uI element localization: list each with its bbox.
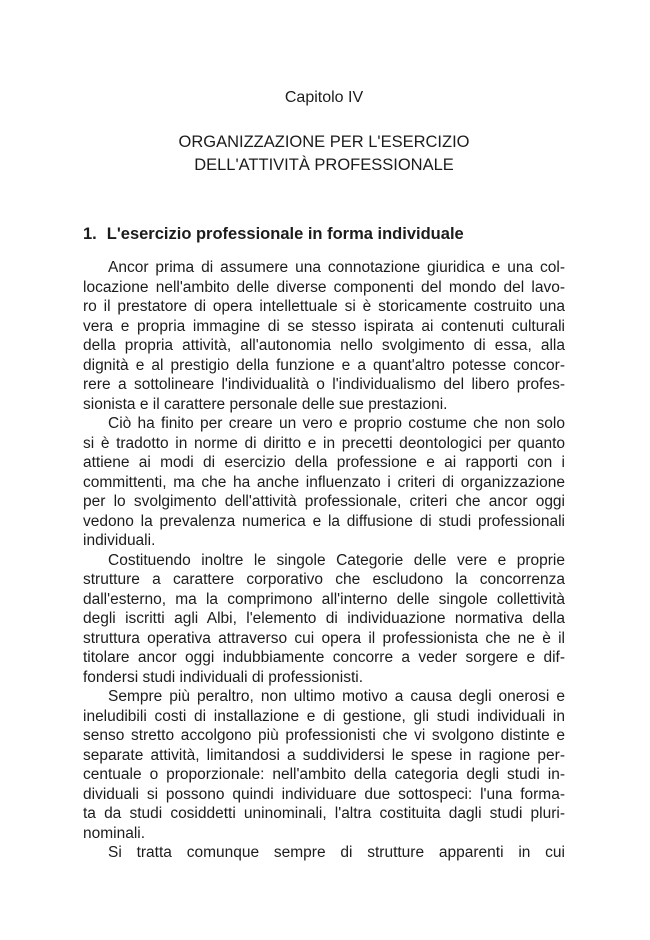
- text-line: senso stretto accolgono più professionisti che vi svolgono distinte e: [83, 727, 565, 744]
- chapter-title-line-2: DELL'ATTIVITÀ PROFESSIONALE: [194, 156, 454, 174]
- text-line: Sempre più peraltro, non ultimo motivo a causa degli onerosi e: [108, 688, 565, 705]
- text-line: strutture a carattere corporativo che escludono la concorrenza: [83, 571, 565, 588]
- text-line: degli iscritti agli Albi, l'elemento di individuazione normativa della: [83, 610, 565, 627]
- text-line: titolare ancor oggi indubbiamente concorre a veder sorgere e dif-: [83, 649, 565, 666]
- paragraph: [83, 414, 565, 551]
- chapter-title: [83, 131, 565, 177]
- text-line: dignità e al prestigio della funzione e a quant'altro potesse concor-: [83, 356, 565, 374]
- text-line: dividuali si possono quindi individuare due sottospeci: l'una forma-: [83, 785, 565, 803]
- chapter-title-line-1: ORGANIZZAZIONE PER L'ESERCIZIO: [178, 133, 470, 151]
- text-line: vedono la prevalenza numerica e la diffusione di studi professionali: [83, 512, 565, 530]
- section-number: 1.: [83, 225, 97, 243]
- text-line: nominali.: [83, 824, 146, 842]
- section-heading: [83, 224, 565, 244]
- text-line: individuali.: [83, 532, 156, 549]
- section-heading-text: L'esercizio professionale in forma individuale: [106, 225, 464, 243]
- text-line: ineludibili costi di installazione e di gestione, gli studi individuali in: [83, 707, 565, 725]
- text-line: centuale o proporzionale: nell'ambito della categoria degli studi in-: [83, 766, 565, 783]
- text-line: si è tradotto in norme di diritto e in precetti deontologici per quanto: [83, 434, 565, 452]
- text-line: attiene ai modi di esercizio della professione e ai rapporti con i: [83, 454, 565, 471]
- paragraph: [83, 551, 565, 688]
- text-line: dall'esterno, ma la comprimono all'interno delle singole collettività: [83, 590, 565, 608]
- text-line: della propria attività, all'autonomia nello svolgimento di essa, alla: [83, 337, 565, 354]
- text-line: Ciò ha finito per creare un vero e proprio costume che non solo: [108, 415, 565, 432]
- text-line: separate attività, limitandosi a suddividersi le spese in ragione per-: [83, 746, 565, 764]
- text-line: rere a sottolineare l'individualità o l'individualismo del libero profes-: [83, 376, 565, 393]
- chapter-label: Capitolo IV: [284, 89, 364, 106]
- text-line: vera e propria immagine di se stesso ispirata ai contenuti culturali: [83, 317, 565, 335]
- text-line: fondersi studi individuali di professionisti.: [83, 668, 364, 686]
- text-line: ro il prestatore di opera intellettuale si è storicamente costruito una: [83, 298, 565, 315]
- text-line: Costituendo inoltre le singole Categorie delle vere e proprie: [108, 551, 565, 569]
- paragraph: [83, 687, 565, 843]
- paragraph: [83, 258, 565, 414]
- body-text: [83, 258, 565, 863]
- text-line: per lo svolgimento dell'attività professionale, criteri che ancor oggi: [83, 493, 565, 510]
- text-line: committenti, ma che ha anche influenzato i criteri di organizzazione: [83, 473, 565, 491]
- text-line: struttura operativa attraverso cui opera il professionista che ne è il: [83, 629, 565, 647]
- text-line: locazione nell'ambito delle diverse componenti del mondo del lavo-: [83, 278, 565, 296]
- text-line: sionista e il carattere personale delle sue prestazioni.: [83, 395, 448, 413]
- text-line: Si tratta comunque sempre di strutture apparenti in cui: [108, 844, 565, 861]
- text-line: Ancor prima di assumere una connotazione giuridica e una col-: [108, 259, 565, 276]
- paragraph: [83, 843, 565, 863]
- text-line: ta da studi cosiddetti uninominali, l'altra costituita dagli studi pluri-: [83, 805, 565, 822]
